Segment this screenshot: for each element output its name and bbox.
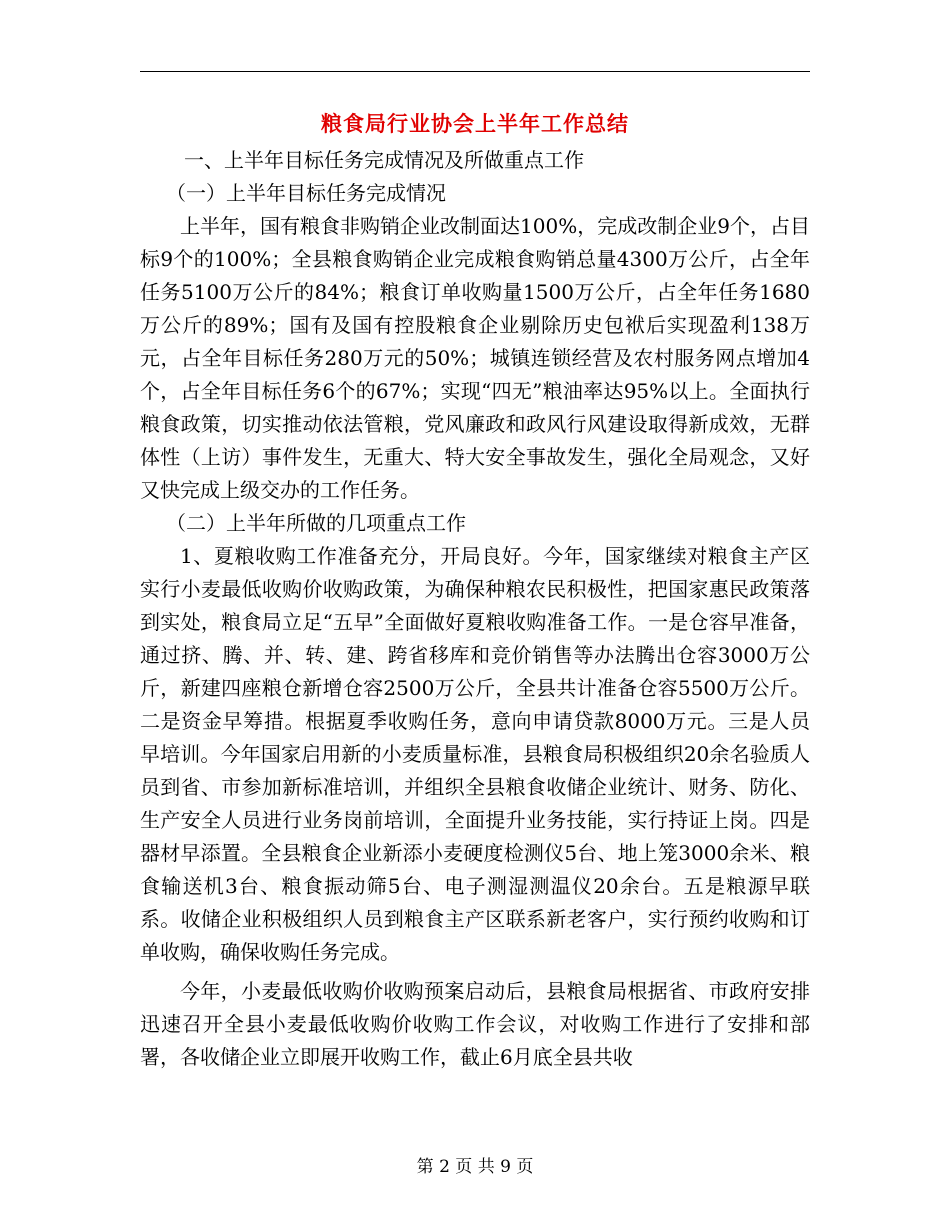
document-body [140, 104, 810, 1074]
paragraph-wheat-purchase: 今年，小麦最低收购价收购预案启动后，县粮食局根据省、市政府安排迅速召开全县小麦最低收购价收购工作会议，对收购工作进行了安排和部署，各收储企业立即展开收购工作，截止6月底全县共收 [140, 979, 810, 1069]
header-rule [140, 71, 810, 72]
paragraph-targets: 上半年，国有粮食非购销企业改制面达100%，完成改制企业9个，占目标9个的100%；全县粮食购销企业完成粮食购销总量4300万公斤，占全年任务5100万公斤的84%；粮食订单收购量1500万公斤，占全年任务1680万公斤的89%；国有及国有控股粮食企业剔除历史包袱后实现盈利138万元，占全年目标任务280万元的50%；城镇连锁经营及农村服务网点增加4个，占全年目标任务6个的67%；实现“四无”粮油率达95%以上。全面执行粮食政策，切实推动依法管粮，党风廉政和政风行风建设取得新成效，无群体性（上访）事件发生，无重大、特大安全事故发生，强化全局观念，又好又快完成上级交办的工作任务。 [140, 214, 810, 502]
section-heading: 一、上半年目标任务完成情况及所做重点工作 [184, 148, 584, 172]
paragraph-summer-grain: 1、夏粮收购工作准备充分，开局良好。今年，国家继续对粮食主产区实行小麦最低收购价收购政策，为确保种粮农民积极性，把国家惠民政策落到实处，粮食局立足“五早”全面做好夏粮收购准备工作。一是仓容早准备，通过挤、腾、并、转、建、跨省移库和竞价销售等办法腾出仓容3000万公斤，新建四座粮仓新增仓容2500万公斤，全县共计准备仓容5500万公斤。二是资金早筹措。根据夏季收购任务，意向申请贷款8000万元。三是人员早培训。今年国家启用新的小麦质量标准，县粮食局积极组织20余名验质人员到省、市参加新标准培训，并组织全县粮食收储企业统计、财务、防化、生产安全人员进行业务岗前培训，全面提升业务技能，实行持证上岗。四是器材早添置。全县粮食企业新添小麦硬度检测仪5台、地上笼3000余米、粮食输送机3台、粮食振动筛5台、电子测湿测温仪20余台。五是粮源早联系。收储企业积极组织人员到粮食主产区联系新老客户，实行预约收购和订单收购，确保收购任务完成。 [140, 544, 810, 964]
page-number: 第 2 页 共 9 页 [416, 1157, 534, 1177]
subsection-heading-1: （一）上半年目标任务完成情况 [166, 181, 446, 205]
document-title: 粮食局行业协会上半年工作总结 [321, 111, 629, 136]
subsection-heading-2: （二）上半年所做的几项重点工作 [166, 511, 466, 535]
